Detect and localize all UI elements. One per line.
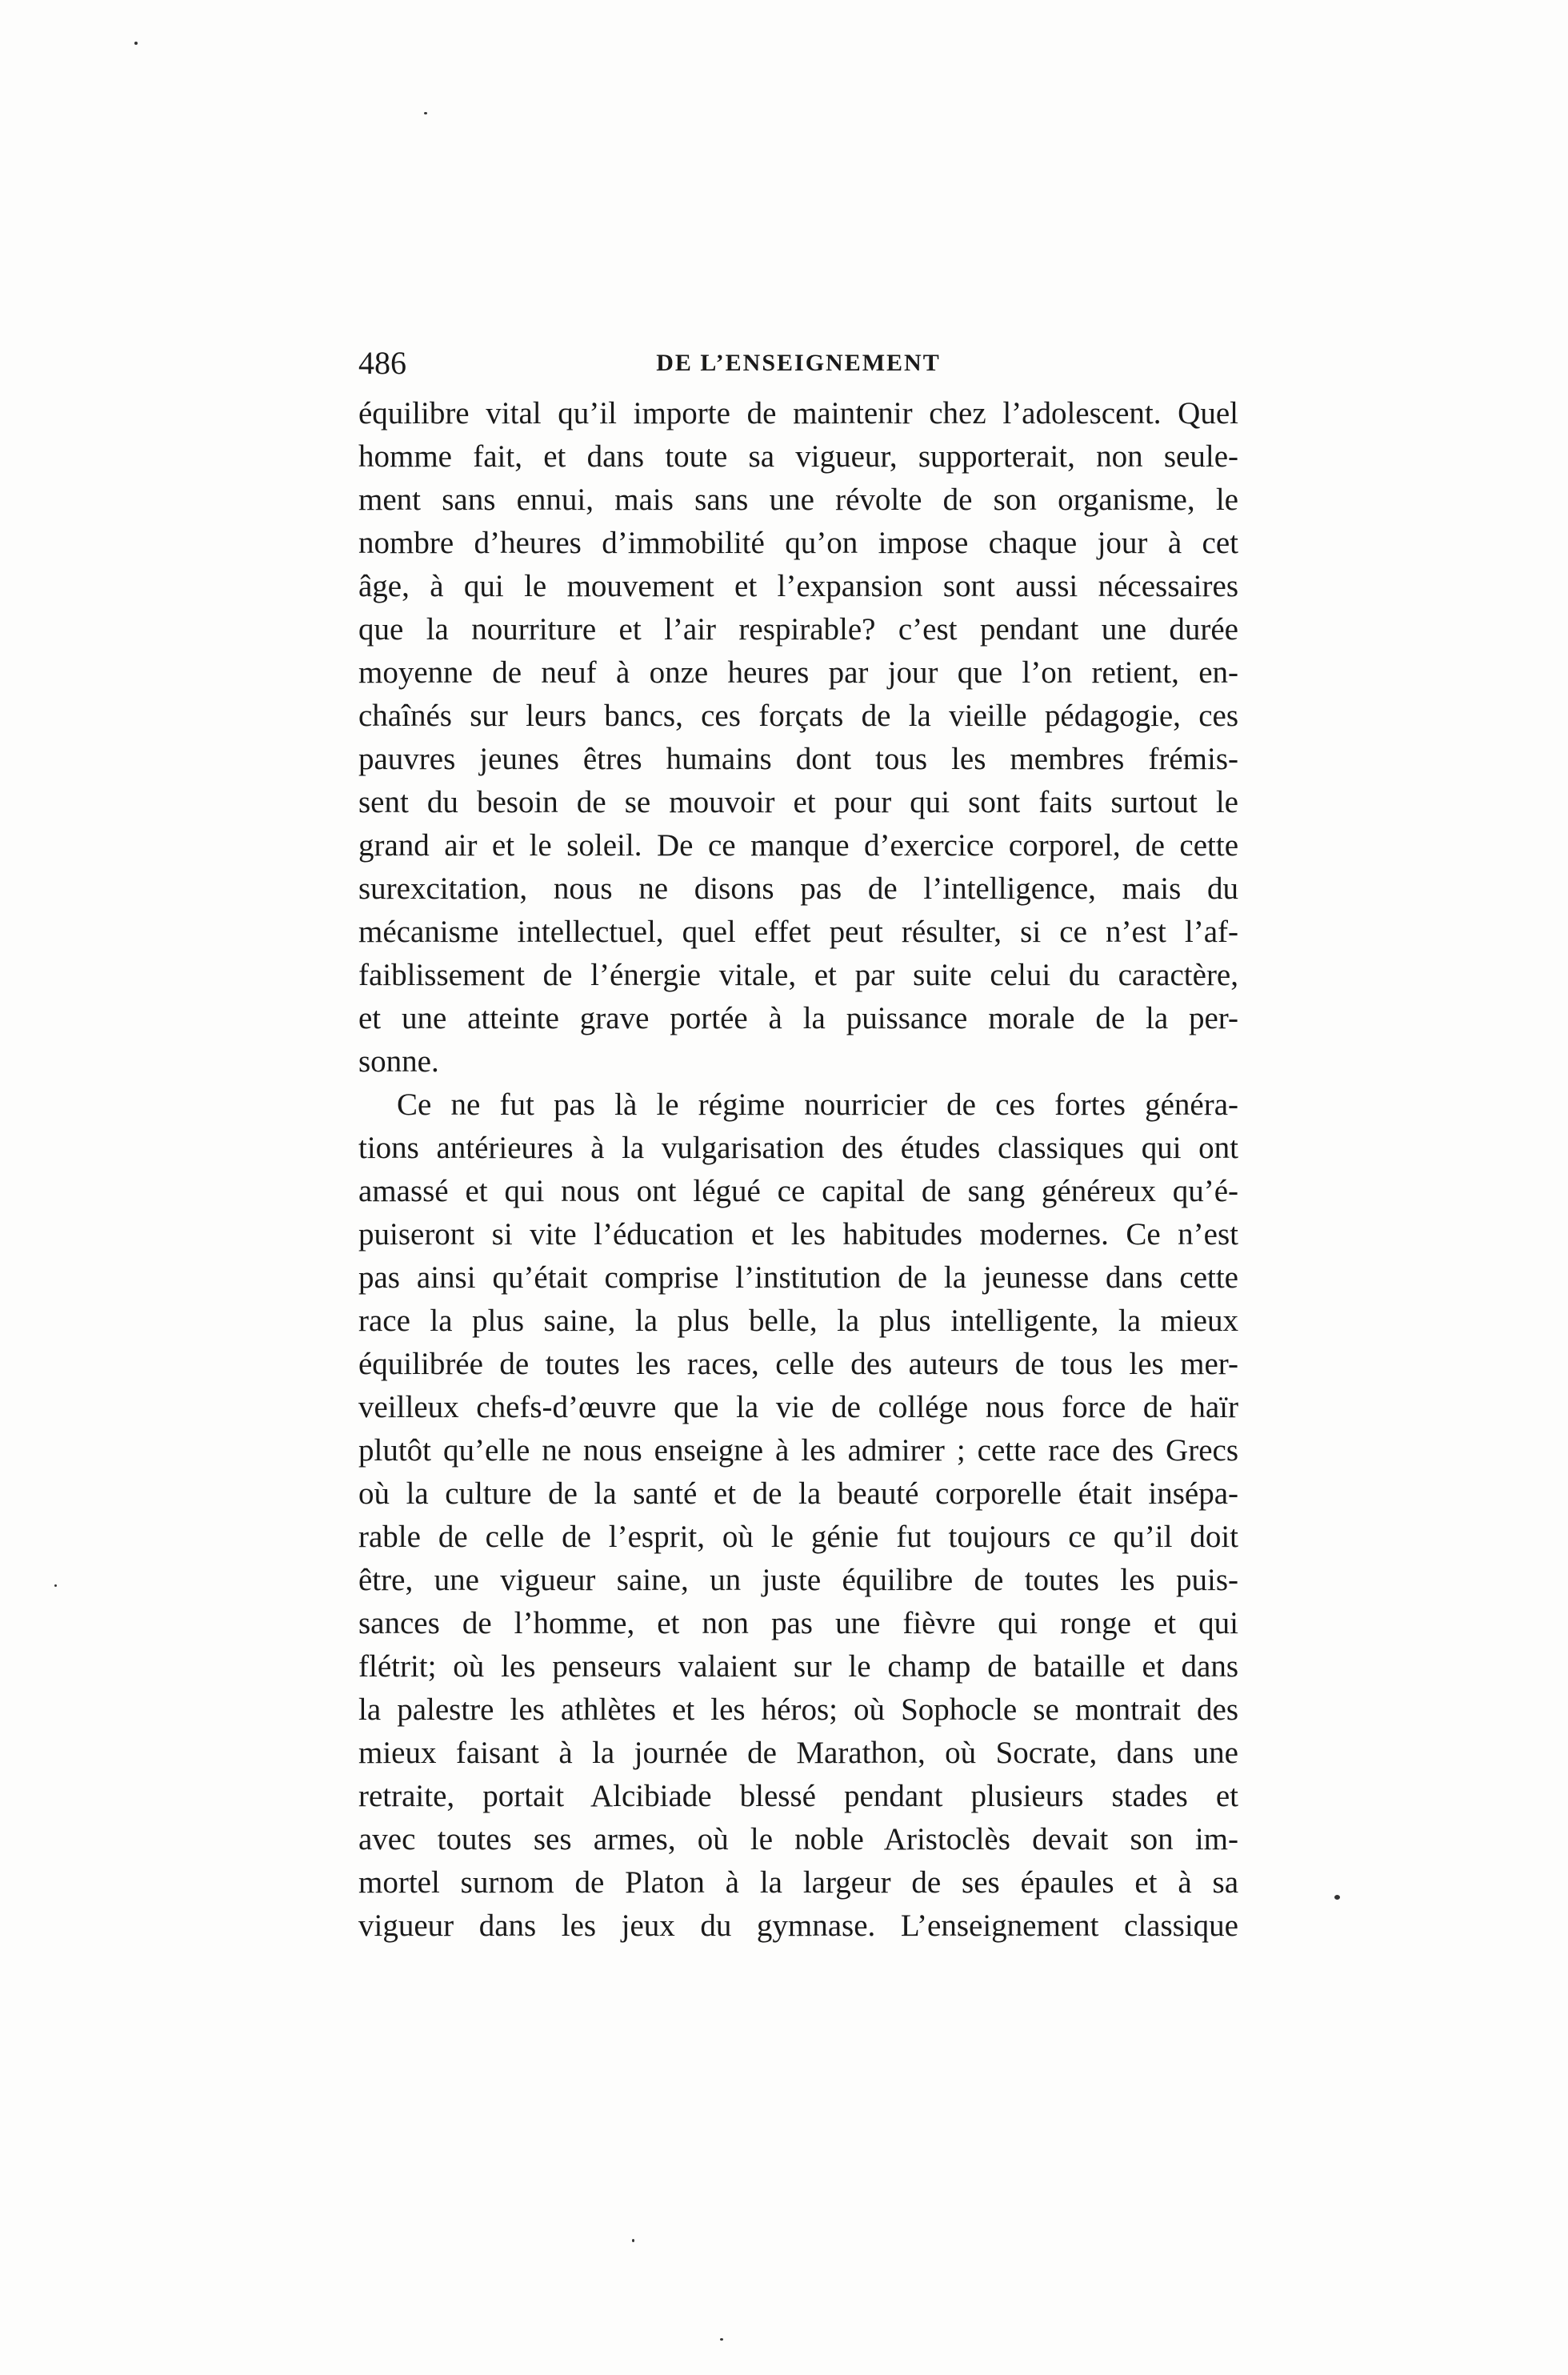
text-line: où la culture de la santé et de la beauté corporelle était insépa- [358,1476,1238,1511]
text-line: plutôt qu’elle ne nous enseigne à les admirer ; cette race des Grecs [358,1433,1238,1468]
page-number: 486 [358,345,406,381]
text-line: équilibre vital qu’il importe de maintenir chez l’adolescent. Quel [358,396,1238,431]
text-line: équilibrée de toutes les races, celle des auteurs de tous les mer- [358,1347,1238,1381]
text-line: avec toutes ses armes, où le noble Aristoclès devait son im- [358,1822,1238,1856]
paragraph-2 [358,1083,1238,1948]
body-text [358,392,1238,1948]
text-line: rable de celle de l’esprit, où le génie fut toujours ce qu’il doit [358,1520,1238,1554]
scan-speck [632,2239,634,2242]
text-line: la palestre les athlètes et les héros; où Sophocle se montrait des [358,1692,1238,1727]
text-line: vigueur dans les jeux du gymnase. L’enseignement classique [358,1908,1238,1943]
text-line: sonne. [358,1044,439,1079]
text-line: et une atteinte grave portée à la puissance morale de la per- [358,1001,1238,1035]
text-line: être, une vigueur saine, un juste équilibre de toutes les puis- [358,1563,1238,1597]
text-line: ment sans ennui, mais sans une révolte de son organisme, le [358,483,1238,517]
text-line: flétrit; où les penseurs valaient sur le champ de bataille et dans [358,1649,1238,1684]
scan-speck [424,112,427,114]
text-line: amassé et qui nous ont légué ce capital de sang généreux qu’é- [358,1174,1238,1208]
text-line: sent du besoin de se mouvoir et pour qui sont faits surtout le [358,785,1238,819]
scan-speck [720,2338,723,2341]
text-line: retraite, portait Alcibiade blessé pendant plusieurs stades et [358,1779,1238,1813]
text-line: sances de l’homme, et non pas une fièvre qui ronge et qui [358,1606,1238,1640]
text-line: moyenne de neuf à onze heures par jour que l’on retient, en- [358,655,1238,690]
scan-speck [1334,1895,1340,1900]
text-line: puiseront si vite l’éducation et les habitudes modernes. Ce n’est [358,1217,1238,1252]
scan-speck [54,1584,57,1587]
page-header [358,339,1238,387]
text-line: que la nourriture et l’air respirable? c’est pendant une durée [358,612,1238,647]
text-line: surexcitation, nous ne disons pas de l’intelligence, mais du [358,871,1238,906]
scan-speck [134,42,138,45]
text-line: homme fait, et dans toute sa vigueur, supporterait, non seule- [358,439,1238,474]
running-title: DE L’ENSEIGNEMENT [656,350,941,376]
text-line: chaînés sur leurs bancs, ces forçats de la vieille pédagogie, ces [358,699,1238,733]
text-line: mieux faisant à la journée de Marathon, où Socrate, dans une [358,1736,1238,1770]
text-line: veilleux chefs-d’œuvre que la vie de collége nous force de haïr [358,1390,1238,1424]
text-line: grand air et le soleil. De ce manque d’exercice corporel, de cette [358,828,1238,863]
text-line: âge, à qui le mouvement et l’expansion sont aussi nécessaires [358,569,1238,603]
text-line: pas ainsi qu’était comprise l’institution de la jeunesse dans cette [358,1260,1238,1295]
text-line: faiblissement de l’énergie vitale, et par suite celui du caractère, [358,958,1238,992]
text-line: mortel surnom de Platon à la largeur de ses épaules et à sa [358,1865,1238,1900]
text-line: race la plus saine, la plus belle, la plus intelligente, la mieux [358,1304,1238,1338]
text-line: tions antérieures à la vulgarisation des études classiques qui ont [358,1131,1238,1165]
text-line: pauvres jeunes êtres humains dont tous les membres frémis- [358,742,1238,776]
text-line: nombre d’heures d’immobilité qu’on impose chaque jour à cet [358,526,1238,560]
paragraph-1 [358,392,1238,1083]
text-line: mécanisme intellectuel, quel effet peut résulter, si ce n’est l’af- [358,915,1238,949]
text-line: Ce ne fut pas là le régime nourricier de ces fortes généra- [397,1087,1238,1122]
